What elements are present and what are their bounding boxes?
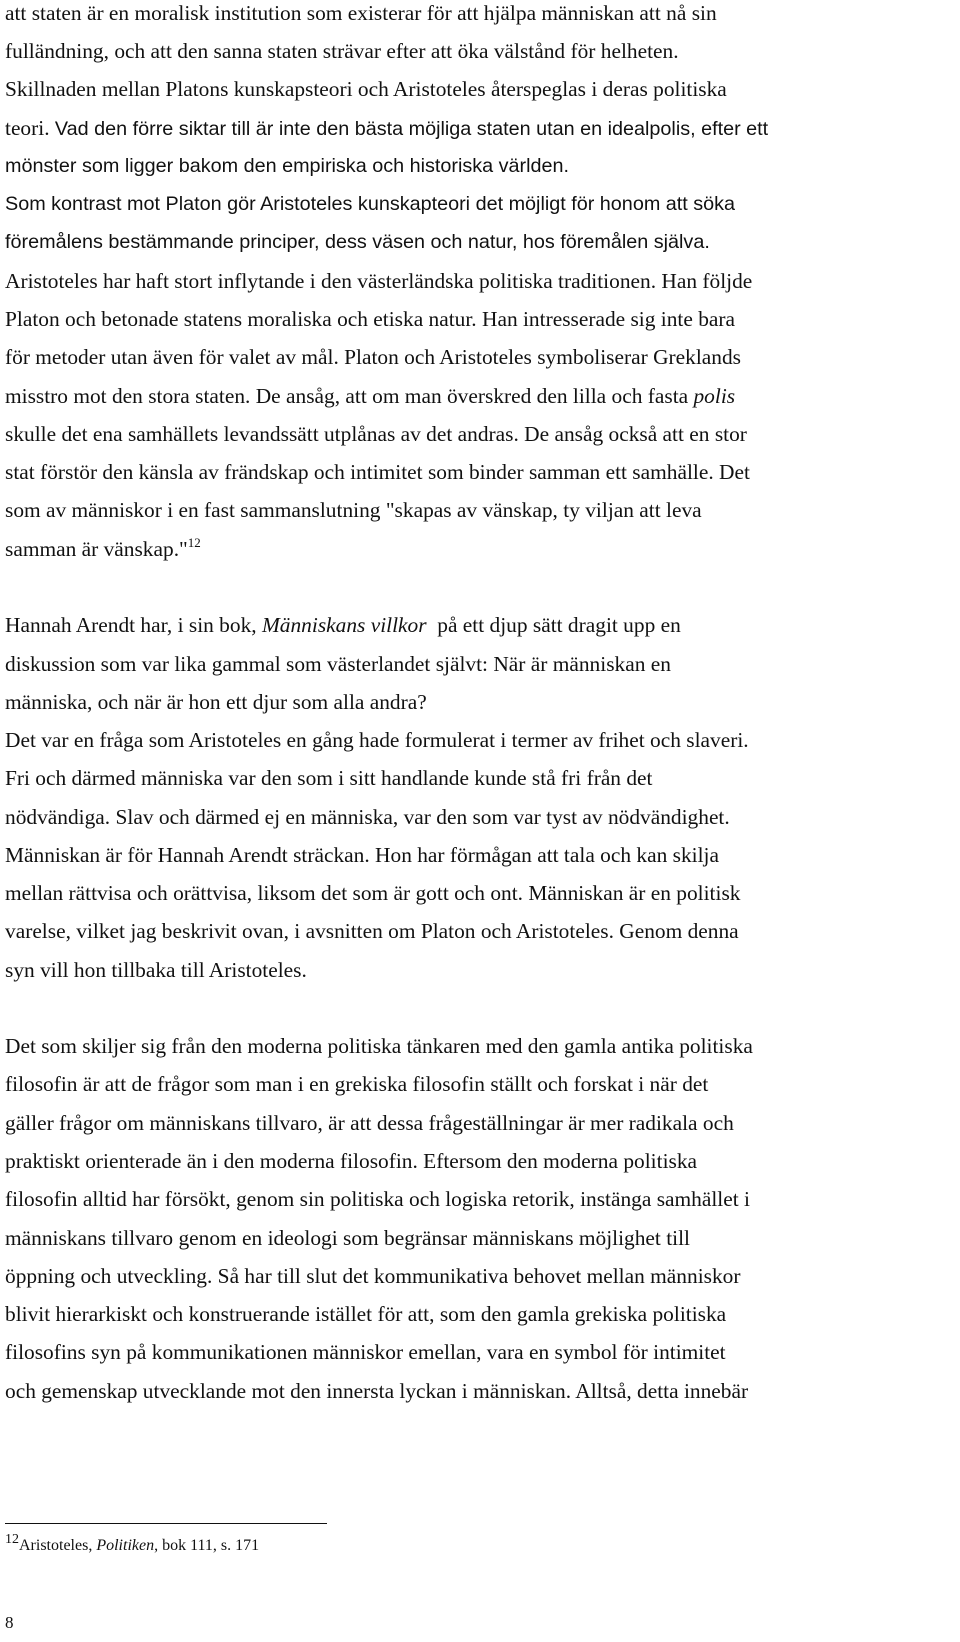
text-line: varelse, vilket jag beskrivit ovan, i avsnitten om Platon och Aristoteles. Genom denna bbox=[5, 919, 739, 943]
text-line: som av människor i en fast sammanslutning "skapas av vänskap, ty viljan att leva bbox=[5, 498, 702, 522]
text-line: fulländning, och att den sanna staten strävar efter att öka välstånd för helheten. bbox=[5, 39, 679, 63]
text-span: misstro mot den stora staten. De ansåg, att om man överskred den lilla och fasta bbox=[5, 384, 694, 408]
text-line bbox=[5, 536, 201, 562]
text-span: på ett djup sätt dragit upp en bbox=[426, 613, 681, 637]
footnote-author: Aristoteles, bbox=[19, 1537, 97, 1554]
text-span: teori. bbox=[5, 116, 55, 140]
text-line: Som kontrast mot Platon gör Aristoteles kunskapteori det möjligt för honom att söka bbox=[5, 193, 736, 215]
text-line: syn vill hon tillbaka till Aristoteles. bbox=[5, 958, 307, 982]
italic-term: polis bbox=[693, 384, 736, 408]
text-line: och gemenskap utvecklande mot den innersta lyckan i människan. Alltså, detta innebär bbox=[5, 1379, 749, 1403]
footnote-number: 12 bbox=[5, 1532, 19, 1547]
footnote-title: Politiken bbox=[96, 1537, 155, 1554]
text-span: Hannah Arendt har, i sin bok, bbox=[5, 613, 262, 637]
text-span: samman är vänskap." bbox=[5, 537, 188, 561]
footnote-reference: 12 bbox=[187, 535, 201, 550]
text-line: filosofins syn på kommunikationen människor emellan, vara en symbol för intimitet bbox=[5, 1340, 726, 1364]
text-line: människans tillvaro genom en ideologi som begränsar människans möjlighet till bbox=[5, 1226, 690, 1250]
text-line: människa, och när är hon ett djur som alla andra? bbox=[5, 690, 427, 714]
text-line: gäller frågor om människans tillvaro, är att dessa frågeställningar är mer radikala och bbox=[5, 1111, 734, 1135]
text-line: att staten är en moralisk institution som existerar för att hjälpa människan att nå sin bbox=[5, 1, 717, 25]
text-line: Skillnaden mellan Platons kunskapsteori och Aristoteles återspeglas i deras politiska bbox=[5, 77, 727, 101]
footnote-divider bbox=[5, 1523, 327, 1524]
text-line: Fri och därmed människa var den som i sitt handlande kunde stå fri från det bbox=[5, 766, 653, 790]
text-line: för metoder utan även för valet av mål. Platon och Aristoteles symboliserar Greklands bbox=[5, 345, 741, 369]
text-line: diskussion som var lika gammal som västerlandet självt: När är människan en bbox=[5, 652, 671, 676]
page-number: 8 bbox=[5, 1613, 14, 1632]
text-line: Människan är för Hannah Arendt sträckan. Hon har förmågan att tala och kan skilja bbox=[5, 843, 719, 867]
text-line: stat förstör den känsla av frändskap och intimitet som binder samman ett samhälle. Det bbox=[5, 460, 750, 484]
text-line: mellan rättvisa och orättvisa, liksom det som är gott och ont. Människan är en politisk bbox=[5, 881, 741, 905]
text-line bbox=[5, 612, 681, 638]
text-line: filosofin är att de frågor som man i en grekiska filosofin ställt och forskat i när det bbox=[5, 1072, 709, 1096]
text-line bbox=[5, 115, 768, 142]
text-line: blivit hierarkiskt och konstruerande istället för att, som den gamla grekiska politiska bbox=[5, 1302, 727, 1326]
text-line bbox=[5, 383, 735, 409]
text-line: Platon och betonade statens moraliska och etiska natur. Han intresserade sig inte bara bbox=[5, 307, 736, 331]
book-title: Människans villkor bbox=[261, 613, 427, 637]
text-line: Aristoteles har haft stort inflytande i den västerländska politiska traditionen. Han följde bbox=[5, 269, 753, 293]
footnote-rest: , bok 111, s. 171 bbox=[154, 1537, 260, 1554]
text-line: Det var en fråga som Aristoteles en gång hade formulerat i termer av frihet och slaveri. bbox=[5, 728, 749, 752]
text-span: Vad den förre siktar till är inte den bästa möjliga staten utan en idealpolis, efter ett bbox=[54, 118, 769, 140]
text-line: öppning och utveckling. Så har till slut det kommunikativa behovet mellan människor bbox=[5, 1264, 741, 1288]
text-line: föremålens bestämmande principer, dess väsen och natur, hos föremålen själva. bbox=[5, 231, 710, 253]
text-line: nödvändiga. Slav och därmed ej en människa, var den som var tyst av nödvändighet. bbox=[5, 805, 730, 829]
text-line: Det som skiljer sig från den moderna politiska tänkaren med den gamla antika politiska bbox=[5, 1034, 753, 1058]
footnote bbox=[5, 1532, 260, 1557]
text-line: skulle det ena samhällets levandssätt utplånas av det andras. De ansåg också att en stor bbox=[5, 422, 747, 446]
text-line: filosofin alltid har försökt, genom sin politiska och logiska retorik, instänga samhället i bbox=[5, 1187, 750, 1211]
text-line: praktiskt orienterade än i den moderna filosofin. Eftersom den moderna politiska bbox=[5, 1149, 698, 1173]
text-line: mönster som ligger bakom den empiriska och historiska världen. bbox=[5, 155, 570, 177]
